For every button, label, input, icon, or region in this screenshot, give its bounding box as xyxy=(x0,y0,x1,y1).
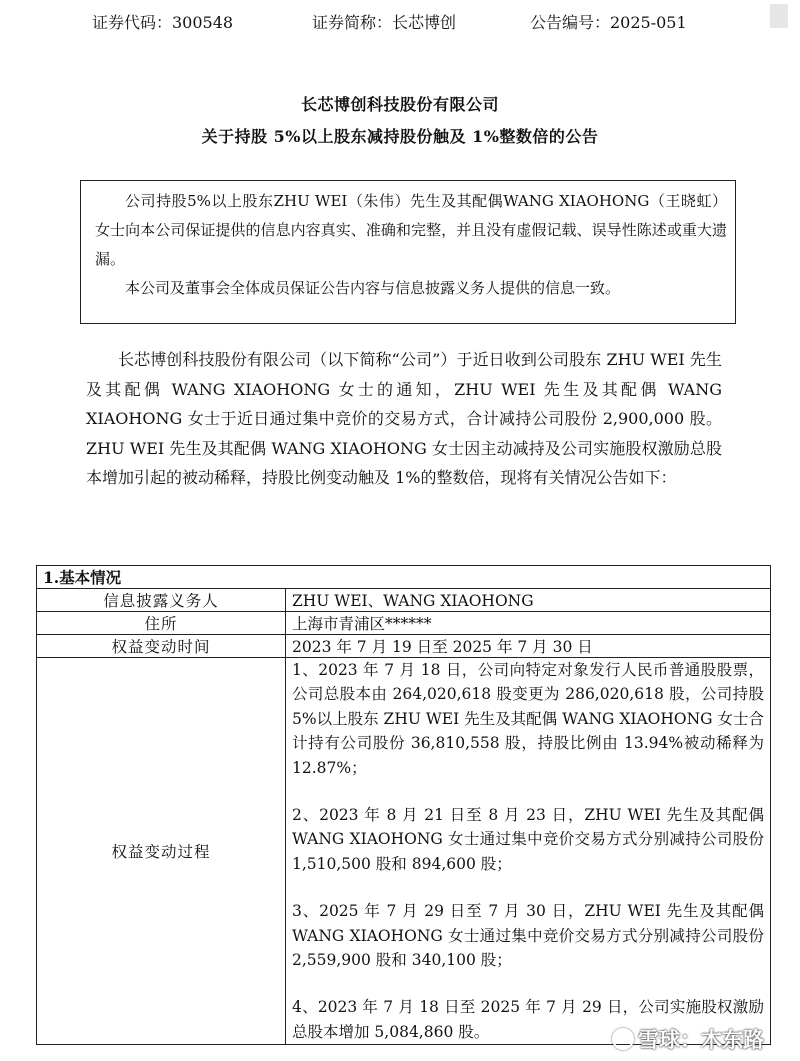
company-title: 长芯博创科技股份有限公司 xyxy=(300,95,499,114)
row-value-change-process xyxy=(286,658,771,1045)
table-row xyxy=(37,589,771,612)
document-header xyxy=(0,10,800,34)
row-value-discloser: ZHU WEI、WANG XIAOHONG xyxy=(286,589,771,612)
table-row xyxy=(37,635,771,658)
disclaimer-box xyxy=(80,180,736,324)
process-item: 1、2023 年 7 月 18 日，公司向特定对象发行人民币普通股股票，公司总股本由 264,020,618 股变更为 286,020,618 股，公司持股 5%以上股东 ZHU WEI 先生及其配偶 WANG XIAOHONG 女士合计持有公司股份 36,810,558 股，持股比例由 13.94%被动稀释为 12.87%； xyxy=(292,661,764,777)
row-label-discloser: 信息披露义务人 xyxy=(37,589,286,612)
row-value-residence: 上海市青浦区****** xyxy=(286,612,771,635)
watermark-text: 雪球：木东路 xyxy=(638,1028,764,1052)
disclaimer-paragraph-2: 本公司及董事会全体成员保证公告内容与信息披露义务人提供的信息一致。 xyxy=(125,279,621,297)
row-label-residence: 住所 xyxy=(37,612,286,635)
row-label-change-time: 权益变动时间 xyxy=(37,635,286,658)
row-label-change-process: 权益变动过程 xyxy=(37,658,286,1045)
section-title: 1.基本情况 xyxy=(37,566,771,589)
announcement-title: 关于持股 5%以上股东减持股份触及 1%整数倍的公告 xyxy=(201,127,599,146)
snowball-logo-icon xyxy=(612,1028,634,1050)
announcement-number: 公告编号：2025-051 xyxy=(530,13,687,32)
menu-icon[interactable] xyxy=(770,4,788,28)
basic-info-table xyxy=(36,565,771,1045)
table-row xyxy=(37,658,771,1045)
security-short-name: 证券简称：长芯博创 xyxy=(312,13,457,32)
security-code: 证券代码：300548 xyxy=(92,13,234,32)
process-item: 3、2025 年 7 月 29 日至 7 月 30 日，ZHU WEI 先生及其配偶 WANG XIAOHONG 女士通过集中竞价交易方式分别减持公司股份 2,559,900 股和 340,100 股； xyxy=(292,902,764,970)
table-row xyxy=(37,612,771,635)
body-paragraph: 长芯博创科技股份有限公司（以下简称“公司”）于近日收到公司股东 ZHU WEI 先生及其配偶 WANG XIAOHONG 女士的通知，ZHU WEI 先生及其配偶 WANG XIAOHONG 女士于近日通过集中竞价的交易方式，合计减持公司股份 2,900,000 股。ZHU WEI 先生及其配偶 WANG XIAOHONG 女士因主动减持及公司实施股权激励总股本增加引起的被动稀释，持股比例变动触及 1%的整数倍，现将有关情况公告如下： xyxy=(86,350,722,488)
table-section-row xyxy=(37,566,771,589)
watermark xyxy=(612,1022,764,1056)
process-item: 2、2023 年 8 月 21 日至 8 月 23 日，ZHU WEI 先生及其配偶 WANG XIAOHONG 女士通过集中竞价交易方式分别减持公司股份 1,510,500 股和 894,600 股； xyxy=(292,806,764,873)
row-value-change-time: 2023 年 7 月 19 日至 2025 年 7 月 30 日 xyxy=(286,635,771,658)
process-item: 4、2023 年 7 月 18 日至 2025 年 7 月 29 日，公司实施股权激励总股本增加 5,084,860 股。 xyxy=(292,998,764,1041)
disclaimer-paragraph-1: 公司持股5%以上股东ZHU WEI（朱伟）先生及其配偶WANG XIAOHONG（王晓虹）女士向本公司保证提供的信息内容真实、准确和完整，并且没有虚假记载、误导性陈述或重大遗漏。 xyxy=(95,192,727,268)
